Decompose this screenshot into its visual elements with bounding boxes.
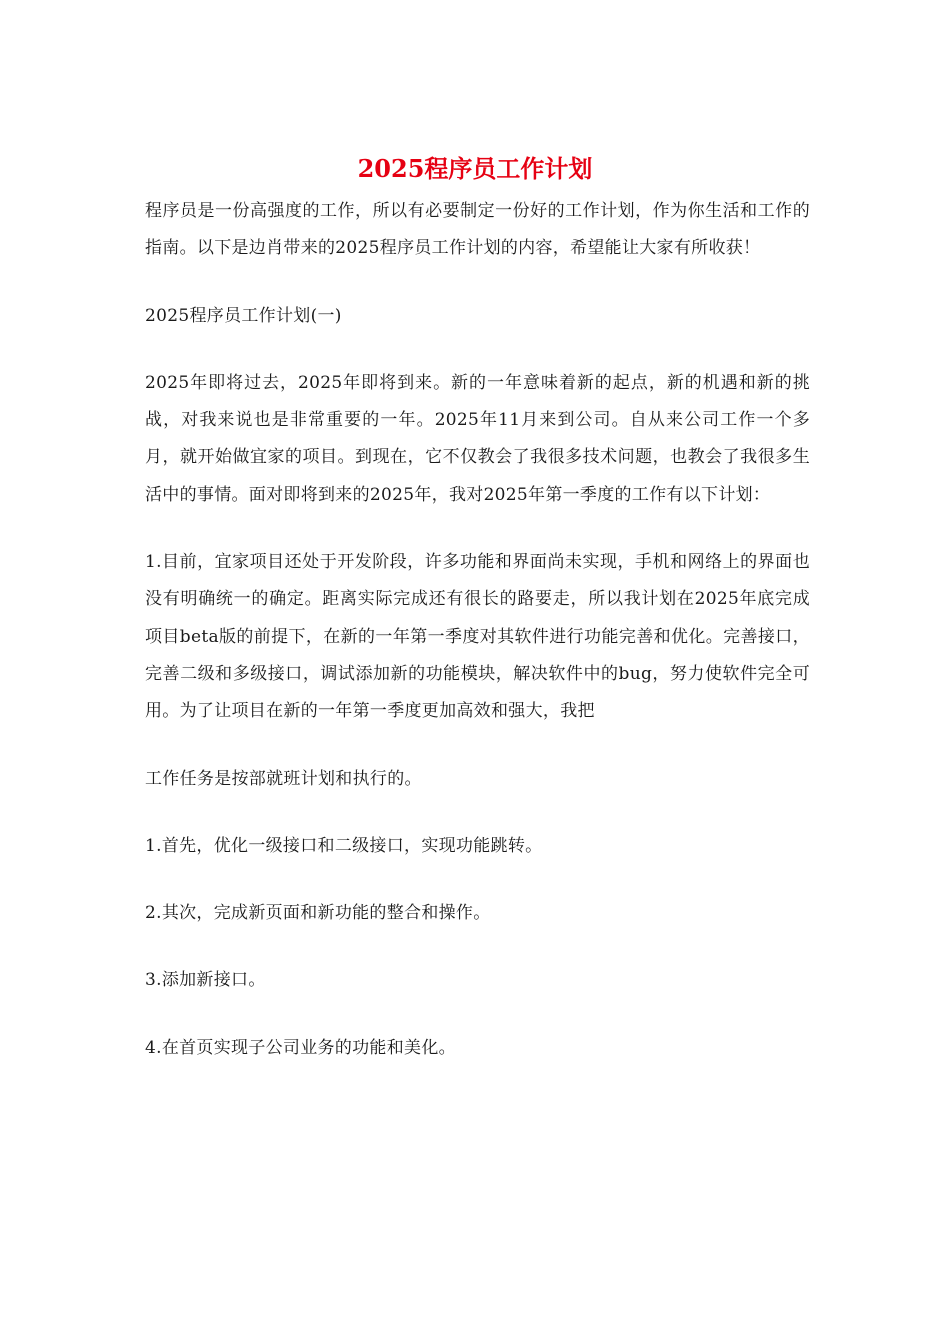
intro-paragraph: 程序员是一份高强度的工作，所以有必要制定一份好的工作计划，作为你生活和工作的指南。以下是边肖带来的2025程序员工作计划的内容，希望能让大家有所收获！ [145, 201, 810, 259]
paragraph-gap [145, 335, 810, 365]
document-body [145, 193, 810, 1067]
paragraph-gap [145, 865, 810, 895]
paragraph-gap [145, 798, 810, 828]
list-item: 3.添加新接口。 [145, 970, 266, 991]
list-item: 2.其次，完成新页面和新功能的整合和操作。 [145, 903, 491, 924]
list-item: 1.首先，优化一级接口和二级接口，实现功能跳转。 [145, 835, 543, 856]
body-paragraph: 2025年即将过去，2025年即将到来。新的一年意味着新的起点，新的机遇和新的挑战，对我来说也是非常重要的一年。2025年11月来到公司。自从来公司工作一个多月，就开始做宜家的项目。到现在，它不仅教会了我很多技术问题，也教会了我很多生活中的事情。面对即将到来的2025年，我对2025年第一季度的工作有以下计划： [145, 372, 810, 505]
paragraph-gap [145, 932, 810, 962]
paragraph-gap [145, 514, 810, 544]
list-item: 4.在首页实现子公司业务的功能和美化。 [145, 1037, 456, 1058]
body-paragraph: 1.目前，宜家项目还处于开发阶段，许多功能和界面尚未实现，手机和网络上的界面也没有明确统一的确定。距离实际完成还有很长的路要走，所以我计划在2025年底完成项目beta版的前提下，在新的一年第一季度对其软件进行功能完善和优化。完善接口，完善二级和多级接口，调试添加新的功能模块，解决软件中的bug，努力使软件完全可用。为了让项目在新的一年第一季度更加高效和强大，我把 [145, 552, 810, 722]
document-title: 2025程序员工作计划 [357, 154, 593, 183]
paragraph-gap [145, 731, 810, 761]
paragraph-gap [145, 1000, 810, 1030]
body-paragraph: 工作任务是按部就班计划和执行的。 [145, 768, 422, 789]
paragraph-gap [145, 268, 810, 298]
section-heading: 2025程序员工作计划(一) [145, 305, 342, 326]
